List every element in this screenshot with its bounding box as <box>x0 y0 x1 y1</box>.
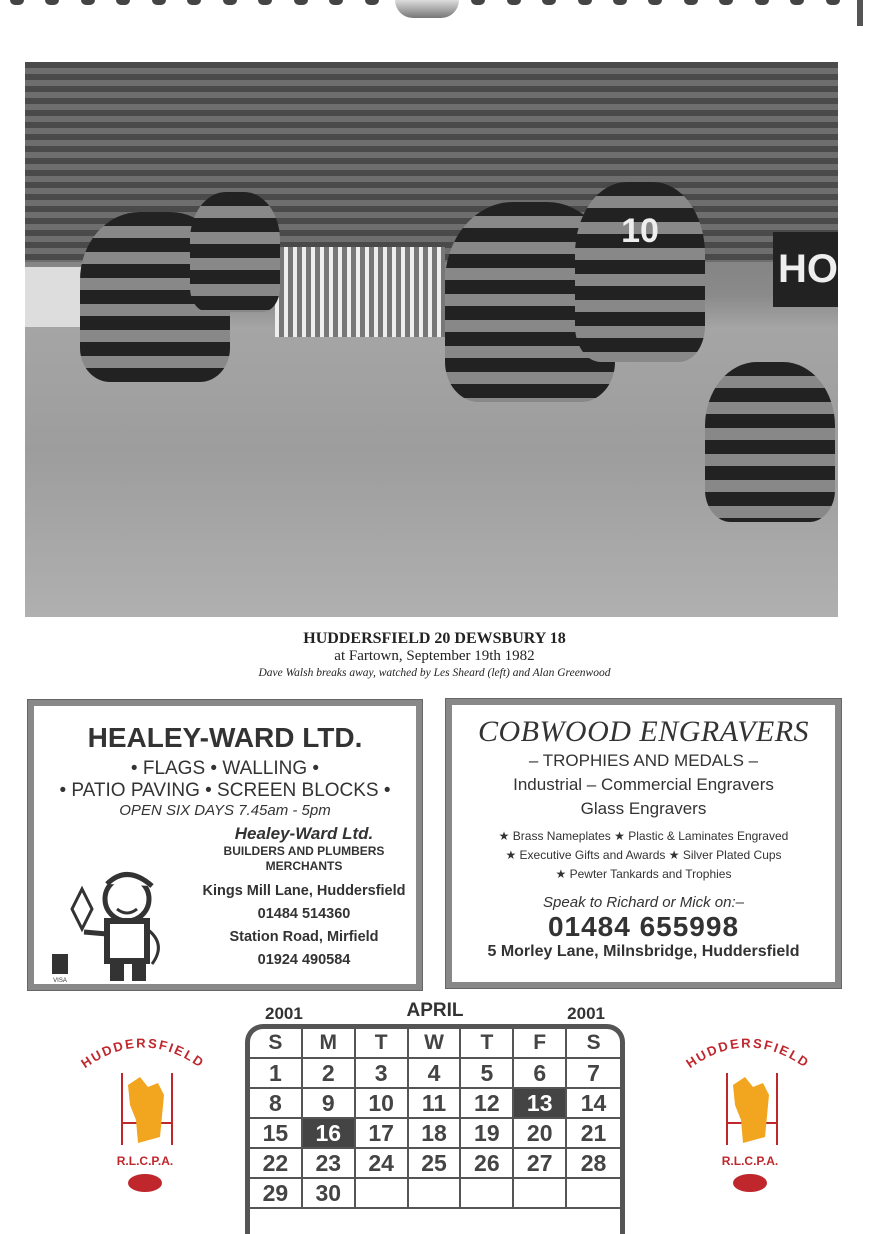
advert-line: • PATIO PAVING • SCREEN BLOCKS • <box>59 780 391 801</box>
jersey-number: 10 <box>621 212 659 250</box>
binding-ring <box>294 0 308 5</box>
binding-ring <box>684 0 698 5</box>
april-calendar <box>245 1000 625 1229</box>
match-photo <box>25 62 838 617</box>
day-cell: 21 <box>567 1119 620 1149</box>
binding-ring <box>116 0 130 5</box>
binding-ring <box>81 0 95 5</box>
svg-text:HUDDERSFIELD <box>683 1035 813 1071</box>
day-cell: 2 <box>303 1059 356 1089</box>
day-cell: 11 <box>409 1089 462 1119</box>
calendar-year-left: 2001 <box>265 1004 303 1023</box>
binding-ring <box>365 0 379 5</box>
photo-player <box>575 182 705 362</box>
day-cell: 4 <box>409 1059 462 1089</box>
phone-1: 01484 514360 <box>257 906 351 922</box>
binding-ring <box>578 0 592 5</box>
empty-day-cell <box>514 1179 567 1209</box>
advert-hours: OPEN SIX DAYS 7.45am - 5pm <box>119 802 331 819</box>
day-cell: 3 <box>356 1059 409 1089</box>
day-cell: 30 <box>303 1179 356 1209</box>
service-line: ★ Pewter Tankards and Trophies <box>555 867 732 881</box>
empty-day-cell <box>356 1179 409 1209</box>
day-cell: 24 <box>356 1149 409 1179</box>
photo-player <box>705 362 835 522</box>
visa-badge: VISA <box>53 978 67 984</box>
day-cell: 26 <box>461 1149 514 1179</box>
trade-line: BUILDERS AND PLUMBERS <box>223 844 385 858</box>
day-cell: 15 <box>250 1119 303 1149</box>
calendar-hanger <box>395 0 459 18</box>
binding-ring <box>542 0 556 5</box>
day-cell: 28 <box>567 1149 620 1179</box>
caption-description: Dave Walsh breaks away, watched by Les Sheard (left) and Alan Greenwood <box>258 667 611 679</box>
day-cell: 22 <box>250 1149 303 1179</box>
day-cell: 13 <box>514 1089 567 1119</box>
binding-ring <box>223 0 237 5</box>
caption-subtitle: at Fartown, September 19th 1982 <box>334 648 535 664</box>
logo-bottom-text: R.L.C.P.A. <box>721 1154 779 1168</box>
healey-ward-advert <box>28 700 422 990</box>
services-list <box>452 827 835 884</box>
weekday-header: F <box>514 1029 567 1059</box>
address-2: Station Road, Mirfield <box>229 929 379 945</box>
binding-ring <box>613 0 627 5</box>
trade-line: MERCHANTS <box>265 859 343 873</box>
address-1: Kings Mill Lane, Huddersfield <box>202 883 406 899</box>
binding-ring <box>10 0 24 5</box>
rlcpa-logo-left <box>68 1025 218 1195</box>
day-cell: 8 <box>250 1089 303 1119</box>
weekday-header: T <box>461 1029 514 1059</box>
advert-heading: COBWOOD ENGRAVERS <box>477 715 810 748</box>
empty-day-cell <box>409 1179 462 1209</box>
advert-line: Industrial – Commercial Engravers <box>513 775 774 794</box>
day-cell: 16 <box>303 1119 356 1149</box>
day-cell: 14 <box>567 1089 620 1119</box>
day-cell: 18 <box>409 1119 462 1149</box>
binding-ring <box>755 0 769 5</box>
day-cell: 1 <box>250 1059 303 1089</box>
photo-fence <box>275 247 445 337</box>
contact-prompt: Speak to Richard or Mick on:– <box>543 894 744 911</box>
day-cell: 6 <box>514 1059 567 1089</box>
service-line: ★ Brass Nameplates ★ Plastic & Laminates Engraved <box>498 829 789 843</box>
day-cell: 17 <box>356 1119 409 1149</box>
day-cell: 10 <box>356 1089 409 1119</box>
binding-ring <box>471 0 485 5</box>
weekday-header: S <box>567 1029 620 1059</box>
weekday-header: T <box>356 1029 409 1059</box>
binding-ring <box>826 0 840 5</box>
day-cell: 27 <box>514 1149 567 1179</box>
logo-top-text: HUDDERSFIELD <box>683 1035 813 1071</box>
cobwood-advert <box>446 699 841 988</box>
advert-contact <box>184 824 424 972</box>
builder-mascot-icon <box>52 854 182 984</box>
svg-text:HUDDERSFIELD <box>78 1035 208 1071</box>
binding-ring <box>187 0 201 5</box>
binding-ring <box>258 0 272 5</box>
binding-ring <box>790 0 804 5</box>
logo-bottom-text: R.L.C.P.A. <box>116 1154 174 1168</box>
phone-number: 01484 655998 <box>547 911 740 942</box>
page-edge <box>857 0 863 26</box>
address: 5 Morley Lane, Milnsbridge, Huddersfield <box>487 943 800 960</box>
advert-line: – TROPHIES AND MEDALS – <box>528 751 759 770</box>
advert-line: Glass Engravers <box>580 799 707 818</box>
empty-day-cell <box>461 1179 514 1209</box>
weekday-header: M <box>303 1029 356 1059</box>
photo-advert-board-right: HO <box>773 232 838 307</box>
day-cell: 7 <box>567 1059 620 1089</box>
binding-ring <box>329 0 343 5</box>
logo-top-text: HUDDERSFIELD <box>78 1035 208 1071</box>
binding-ring <box>507 0 521 5</box>
calendar-grid <box>245 1024 625 1234</box>
binding-ring <box>152 0 166 5</box>
phone-2: 01924 490584 <box>257 952 351 968</box>
day-cell: 9 <box>303 1089 356 1119</box>
photo-player <box>190 192 280 312</box>
calendar-month: APRIL <box>406 1000 464 1021</box>
day-cell: 5 <box>461 1059 514 1089</box>
weekday-header: W <box>409 1029 462 1059</box>
weekday-header: S <box>250 1029 303 1059</box>
day-cell: 23 <box>303 1149 356 1179</box>
binding-ring <box>45 0 59 5</box>
advert-line: • FLAGS • WALLING • <box>130 758 320 779</box>
service-line: ★ Executive Gifts and Awards ★ Silver Plated Cups <box>505 848 782 862</box>
rlcpa-logo-right <box>673 1025 823 1195</box>
day-cell: 20 <box>514 1119 567 1149</box>
day-cell: 19 <box>461 1119 514 1149</box>
day-cell: 25 <box>409 1149 462 1179</box>
photo-caption <box>0 630 869 679</box>
advert-heading: HEALEY-WARD LTD. <box>87 722 363 753</box>
caption-title: HUDDERSFIELD 20 DEWSBURY 18 <box>303 630 566 647</box>
calendar-year-right: 2001 <box>567 1004 605 1023</box>
binding-ring <box>648 0 662 5</box>
company-name: Healey-Ward Ltd. <box>234 824 374 843</box>
empty-day-cell <box>567 1179 620 1209</box>
day-cell: 29 <box>250 1179 303 1209</box>
day-cell: 12 <box>461 1089 514 1119</box>
binding-ring <box>719 0 733 5</box>
